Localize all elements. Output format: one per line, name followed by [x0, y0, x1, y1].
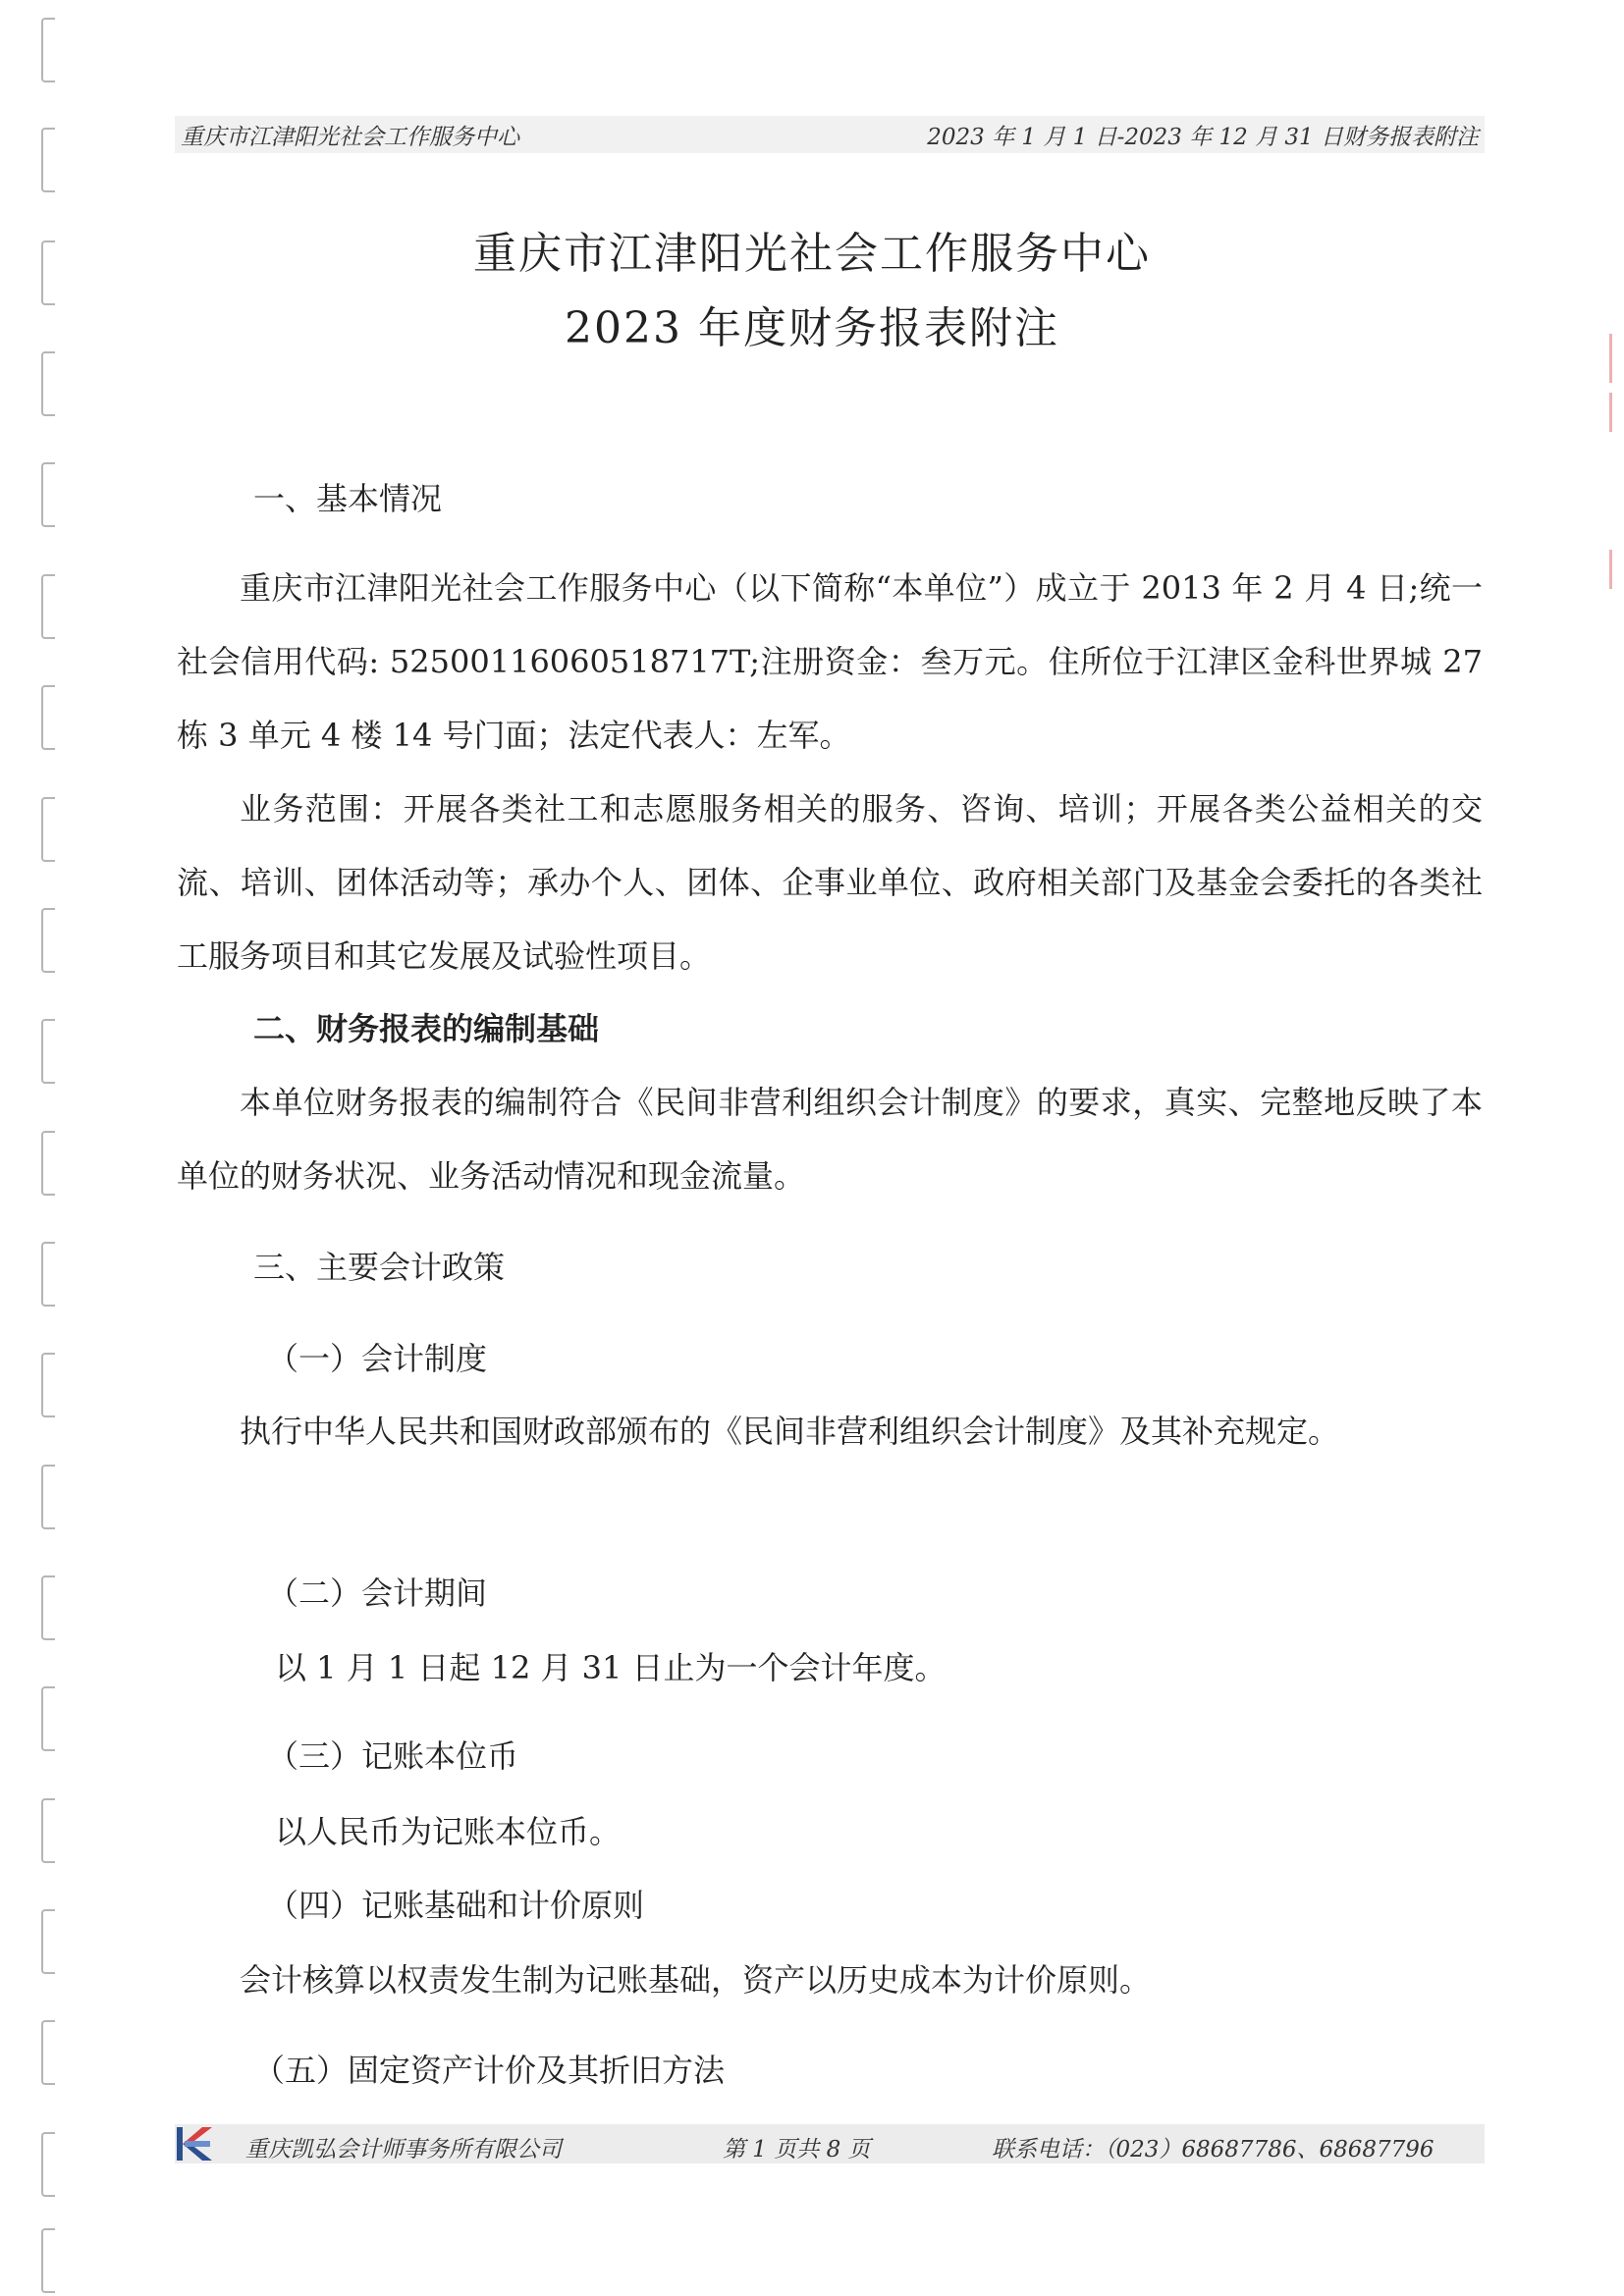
subheading-accounting-system: （一）会计制度 — [267, 1340, 488, 1377]
binding-hole — [41, 1131, 55, 1196]
running-header — [175, 116, 1485, 153]
section-heading-basis: 二、财务报表的编制基础 — [253, 1010, 600, 1047]
paragraph-business-scope: 业务范围：开展各类社工和志愿服务相关的服务、咨询、培训；开展各类公益相关的交流、培训、团体活动等；承办个人、团体、企事业单位、政府相关部门及基金会委托的各类社工服务项目和其它发展及试验性项目。 — [177, 790, 1483, 975]
binding-hole — [41, 2228, 55, 2293]
paragraph-currency: 以人民币为记账本位币。 — [275, 1813, 622, 1850]
binding-hole — [41, 18, 55, 82]
paragraph-basis: 本单位财务报表的编制符合《民间非营利组织会计制度》的要求，真实、完整地反映了本单位的财务状况、业务活动情况和现金流量。 — [177, 1084, 1483, 1195]
binding-hole — [41, 1909, 55, 1974]
page-indicator: 第 1 页共 8 页 — [723, 2137, 871, 2163]
binding-hole — [41, 1465, 55, 1529]
binding-hole — [41, 462, 55, 527]
binding-hole — [41, 1353, 55, 1417]
kaihong-logo-icon — [177, 2127, 212, 2161]
binding-hole — [41, 1798, 55, 1863]
section-heading-policies: 三、主要会计政策 — [253, 1249, 506, 1286]
binding-hole — [41, 685, 55, 750]
subheading-currency: （三）记账本位币 — [267, 1737, 519, 1775]
footer-contact-phone: 联系电话：（023）68687786、68687796 — [992, 2137, 1435, 2163]
paragraph-accounting-basis: 会计核算以权责发生制为记账基础，资产以历史成本为计价原则。 — [240, 1961, 1152, 1999]
seal-stamp-mark — [1609, 550, 1624, 589]
binding-hole — [41, 2132, 55, 2197]
seal-stamp-mark — [1609, 393, 1624, 432]
binding-hole — [41, 128, 55, 192]
paragraph-accounting-period: 以 1 月 1 日起 12 月 31 日止为一个会计年度。 — [275, 1649, 947, 1686]
binding-hole — [41, 1575, 55, 1640]
running-footer — [175, 2124, 1485, 2163]
binding-hole — [41, 797, 55, 862]
binding-hole — [41, 1019, 55, 1084]
subheading-accounting-period: （二）会计期间 — [267, 1575, 488, 1612]
paragraph-accounting-system: 执行中华人民共和国财政部颁布的《民间非营利组织会计制度》及其补充规定。 — [240, 1413, 1340, 1450]
binding-hole — [41, 574, 55, 639]
binding-hole — [41, 2020, 55, 2085]
binding-hole — [41, 908, 55, 973]
binding-hole — [41, 1686, 55, 1751]
subheading-accounting-basis: （四）记账基础和计价原则 — [267, 1887, 645, 1924]
footer-firm-name: 重庆凯弘会计师事务所有限公司 — [245, 2137, 562, 2163]
paragraph-basic-info: 重庆市江津阳光社会工作服务中心（以下简称“本单位”）成立于 2013 年 2 月 4 日;统一社会信用代码: 52500116060518717T;注册资金：叁万元。住所位于江津区金科世界城 27 栋 3 单元 4 楼 14 号门面；法定代表人：左军。 — [177, 569, 1483, 754]
document-subtitle: 2023 年度财务报表附注 — [565, 303, 1059, 353]
document-title: 重庆市江津阳光社会工作服务中心 — [473, 229, 1151, 279]
header-organization: 重庆市江津阳光社会工作服务中心 — [181, 124, 519, 150]
subheading-fixed-assets: （五）固定资产计价及其折旧方法 — [253, 2052, 726, 2089]
binding-hole — [41, 351, 55, 416]
section-heading-basic-info: 一、基本情况 — [253, 480, 443, 517]
binding-hole — [41, 1242, 55, 1307]
header-period: 2023 年 1 月 1 日-2023 年 12 月 31 日财务报表附注 — [927, 124, 1479, 150]
